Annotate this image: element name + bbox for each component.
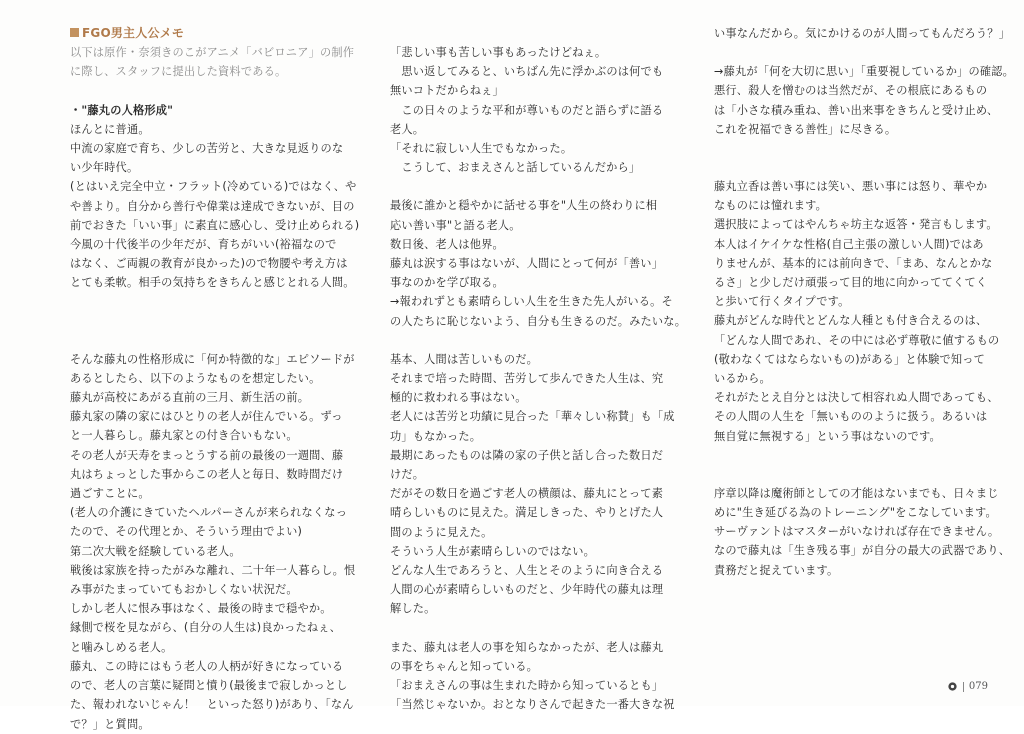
column-middle: [390, 24, 687, 715]
text-line: 前でおきた「いい事」に素直に感心し、受け止められる): [70, 218, 360, 232]
text-line: 藤丸、この時にはもう老人の人柄が好きになっている: [70, 659, 344, 673]
text-line: 序章以降は魔術師としての才能はないまでも、日々まじ: [714, 486, 999, 500]
text-line: 藤丸がどんな時代とどんな人種とも付き合えるのは、: [714, 314, 988, 328]
text-line: 功」もなかった。: [390, 429, 482, 443]
text-line: 「どんな人間であれ、その中には必ず尊敬に値するもの: [714, 333, 1000, 347]
text-line: 数日後、老人は他界。: [390, 237, 504, 251]
text-line: 藤丸が高校にあがる直前の三月、新生活の前。: [70, 391, 310, 405]
text-line: どんな人生であろうと、人生とそのように向き合える: [390, 564, 664, 578]
divider: [963, 682, 964, 692]
text-line: それまで培った時間、苦労して歩んできた人生は、究: [390, 372, 664, 386]
text-line: なので藤丸は「生き残る事」が自分の最大の武器であり、: [714, 544, 1011, 558]
text-line: しかし老人に恨み事はなく、最後の時まで穏やか。: [70, 602, 332, 616]
text-line: なものには憧れます。: [714, 199, 827, 213]
text-line: 藤丸立香は善い事には笑い、悪い事には怒り、華やか: [714, 180, 988, 194]
text-line: あるとしたら、以下のようなものを想定したい。: [70, 371, 321, 385]
section-title-text: FGO男主人公メモ: [82, 26, 185, 40]
text-line: 中流の家庭で育ち、少しの苦労と、大きな見返りのな: [70, 142, 344, 156]
text-line: その人間の人生を「無いもののように扱う。あるいは: [714, 410, 988, 424]
intro-text: [70, 43, 355, 81]
text-line: (老人の介護にきていたヘルパーさんが来られなくなっ: [70, 506, 348, 520]
text-line: →報われずとも素晴らしい人生を生きた先人がいる。そ: [390, 295, 673, 309]
text-line: 縁側で桜を見ながら、(自分の人生は)良かったねぇ、: [70, 621, 342, 635]
text-line: い事なんだから。気にかけるのが人間ってもんだろう？」: [714, 27, 1011, 40]
text-line: 本人はイケイケな性格(自己主張の激しい人間)ではあ: [714, 237, 984, 251]
text-line: その老人が天寿をまっとうする前の最後の一週間、藤: [70, 448, 344, 462]
text-line: と噛みしめる老人。: [70, 640, 173, 654]
text-line: 「当然じゃないか。おとなりさんで起きた一番大きな祝: [390, 698, 675, 712]
text-line: 人間の心が素晴らしいものだと、少年時代の藤丸は理: [390, 583, 664, 597]
text-line: 老人には苦労と功績に見合った「華々しい称賛」も「成: [390, 410, 675, 424]
text-line: と歩いて行くタイプです。: [714, 295, 850, 309]
text-line: 老人。: [390, 122, 425, 136]
text-line: →藤丸が「何を大切に思い」「重要視しているか」の確認。: [714, 65, 1015, 79]
text-line: るさ」と少しだけ頑張って目的地に向かっててくてく: [714, 276, 988, 290]
page-number-text: 079: [968, 681, 988, 692]
text-line: 選択肢によってはやんちゃ坊主な返答・発言もします。: [714, 218, 998, 232]
ornament-icon: [947, 681, 958, 692]
text-line: いるから。: [714, 372, 771, 386]
square-bullet-icon: [70, 28, 79, 37]
text-line: や善より。自分から善行や偉業は達成できないが、目の: [70, 199, 355, 213]
text-line: 悪行、殺人を憎むのは当然だが、その根底にあるもの: [714, 84, 988, 98]
text-line: 解した。: [390, 602, 436, 616]
text-line: そういう人生が素晴らしいのではない。: [390, 544, 595, 558]
text-line: と一人暮らし。藤丸家との付き合いもない。: [70, 429, 298, 443]
text-line: み事がたまっていてもおかしくない状況だ。: [70, 583, 298, 597]
intro-line: 以下は原作・奈須きのこがアニメ「バビロニア」の制作: [70, 46, 355, 60]
text-line: ほんとに普通。: [70, 122, 150, 136]
text-line: 無自覚に無視する」という事はないのです。: [714, 429, 941, 443]
text-line: (敬わなくてはならないもの)がある」と体験で知って: [714, 352, 986, 366]
subsection-heading: ・"藤丸の人格形成": [70, 103, 174, 117]
text-line: はなく、ご両親の教育が良かった)ので物腰や考え方は: [70, 257, 348, 271]
text-line: これを祝福できる善性」に尽きる。: [714, 122, 897, 136]
text-line: 責務だと捉えています。: [714, 563, 839, 577]
section-title: [70, 24, 355, 43]
text-line: 事なのかを学び取る。: [390, 276, 504, 290]
text-line: サーヴァントはマスターがいなければ存在できません。: [714, 525, 1000, 539]
page-number: [947, 681, 988, 692]
paragraph: [390, 43, 680, 177]
text-line: りませんが、基本的には前向きで、「まあ、なんとかな: [714, 256, 993, 270]
text-line: それがたとえ自分とは決して相容れぬ人間であっても、: [714, 391, 999, 405]
text-line: の事をちゃんと知っている。: [390, 659, 539, 673]
text-line: また、藤丸は老人の事を知らなかったが、老人は藤丸: [390, 640, 664, 654]
text-line: 「おまえさんの事は生まれた時から知っているとも」: [390, 679, 664, 693]
text-line: 無いコトだからねぇ」: [390, 84, 504, 98]
text-line: 応い善い事"と語る老人。: [390, 218, 521, 232]
text-line: 基本、人間は苦しいものだ。: [390, 352, 539, 366]
paragraph: [714, 177, 1004, 446]
text-line: 丸はちょっとした事からこの老人と毎日、数時間だけ: [70, 467, 344, 481]
text-line: こうして、おまえさんと話しているんだから」: [390, 161, 641, 175]
text-line: 「悲しい事も苦しい事もあったけどねぇ。: [390, 46, 607, 59]
text-line: で？」と質問。: [70, 717, 150, 731]
paragraph: [714, 24, 1011, 43]
text-line: 戦後は家族を持ったがみな離れ、二十年一人暮らし。恨: [70, 563, 356, 577]
text-line: たので、その代理とか、そういう理由でよい): [70, 525, 303, 539]
text-line: 藤丸は涙する事はないが、人間にとって何が「善い」: [390, 257, 664, 271]
text-line: い少年時代。: [70, 161, 139, 175]
text-line: 過ごすことに。: [70, 487, 150, 501]
text-line: ので、老人の言葉に疑問と憤り(最後まで寂しかっとし: [70, 679, 348, 693]
text-line: た、報われないじゃん！ といった怒り)があり、「なん: [70, 698, 354, 712]
text-line: の人たちに恥じないよう、自分も生きるのだ。みたいな。: [390, 314, 687, 328]
paragraph: [70, 350, 355, 734]
text-line: 「それに寂しい人生でもなかった。: [390, 142, 573, 156]
paragraph: [714, 484, 1011, 580]
column-left: [70, 24, 360, 734]
text-line: けだ。: [390, 468, 425, 482]
text-line: (とはいえ完全中立・フラット(冷めている)ではなく、や: [70, 180, 357, 194]
text-line: この日々のような平和が尊いものだと語らずに語る: [390, 103, 664, 117]
paragraph: [390, 196, 687, 330]
text-line: 晴らしいものに見えた。満足しきった、やりとげた人: [390, 506, 664, 520]
paragraph: [390, 638, 680, 715]
text-line: 思い返してみると、いちばん先に浮かぶのは何でも: [390, 65, 664, 79]
text-line: だがその数日を過ごす老人の横顔は、藤丸にとって素: [390, 487, 664, 501]
paragraph: [70, 120, 360, 293]
text-line: 今風の十代後半の少年だが、育ちがいい(裕福なので: [70, 238, 337, 252]
paragraph: [390, 350, 680, 619]
intro-line: に際し、スタッフに提出した資料である。: [70, 65, 287, 79]
text-line: 極的に救われる事はない。: [390, 391, 527, 405]
text-line: は「小さな積み重ね、善い出来事をきちんと受け止め、: [714, 103, 999, 117]
paragraph: [714, 62, 1015, 139]
column-right: [714, 24, 1015, 580]
text-line: 第二次大戦を経験している老人。: [70, 544, 241, 558]
text-line: 最後に誰かと穏やかに話せる事を"人生の終わりに相: [390, 199, 658, 213]
text-line: 最期にあったものは隣の家の子供と話し合った数日だ: [390, 448, 664, 462]
text-line: 間のように見えた。: [390, 525, 493, 539]
text-line: めに"生き延びる為のトレーニング"をこなしています。: [714, 506, 997, 520]
text-line: とても柔軟。相手の気持ちをきちんと感じとれる人間。: [70, 276, 355, 290]
text-line: 藤丸家の隣の家にはひとりの老人が住んでいる。ずっ: [70, 410, 343, 424]
text-line: そんな藤丸の性格形成に「何か特徴的な」エピソードが: [70, 352, 355, 366]
